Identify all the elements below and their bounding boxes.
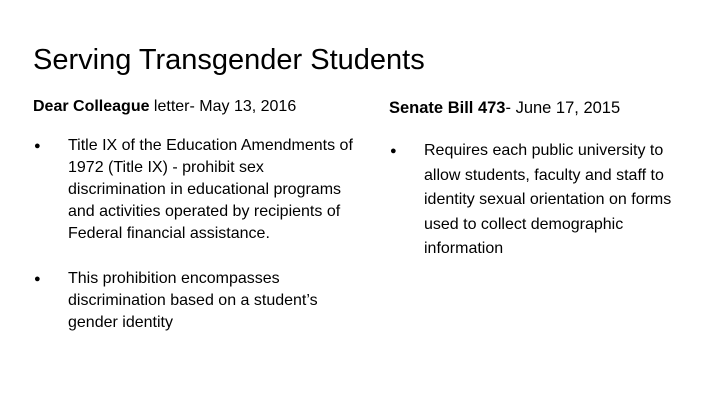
bullet-text: Title IX of the Education Amendments of 1972 (Title IX) - prohibit sex discrimination in educational programs and activities operated by recipients of Federal financial assistance.: [68, 137, 353, 242]
list-item: [33, 268, 353, 334]
bullet-dot-icon: ●: [34, 140, 41, 152]
bullet-dot-icon: ●: [390, 145, 397, 157]
right-heading-rest: - June 17, 2015: [505, 99, 621, 117]
list-item: [389, 139, 704, 262]
left-heading-bold: Dear Colleague: [33, 98, 150, 115]
right-bullet-list: [389, 139, 704, 262]
left-bullet-list: [33, 135, 353, 334]
left-heading: [33, 96, 353, 118]
left-heading-rest: letter- May 13, 2016: [149, 98, 297, 115]
right-heading-bold: Senate Bill 473: [389, 99, 506, 117]
bullet-text: This prohibition encompasses discrimination based on a student’s gender identity: [68, 270, 318, 331]
right-heading: [389, 96, 704, 120]
left-column: [33, 96, 353, 334]
slide-title: Serving Transgender Students: [33, 44, 425, 76]
bullet-text: Requires each public university to allow students, faculty and staff to identity sexual orientation on forms used to collect demographic information: [424, 142, 672, 257]
list-item: [33, 135, 353, 245]
right-column: [389, 96, 704, 262]
bullet-dot-icon: ●: [34, 273, 41, 285]
